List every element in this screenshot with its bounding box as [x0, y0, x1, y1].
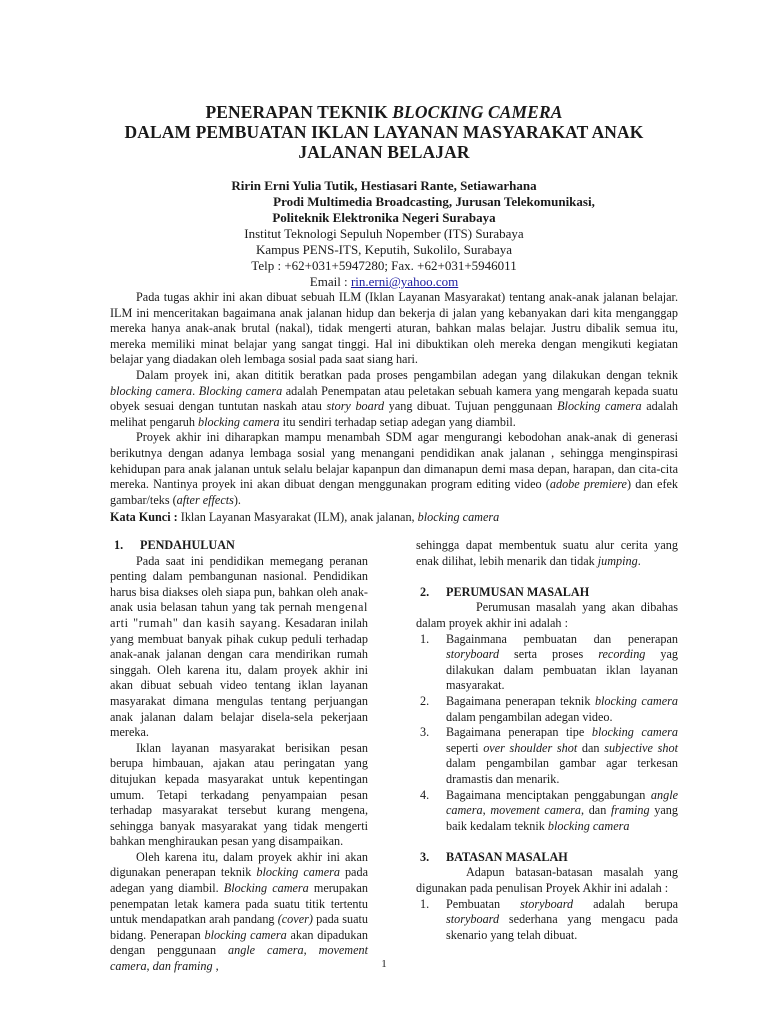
intro-paragraph-2: Iklan layanan masyarakat berisikan pesan berupa himbauan, ajakan atau peringatan yang ditujukan kepada masyarakat untuk kepentingan umum. Tetapi terkadang penyampaian pesan terhadap masyarakat tersebut kurang mengena, sehingga banyak masyarakat yang tidak mengerti bahkan menghiraukan pesan yang disampaikan.: [110, 740, 368, 849]
author-phone: Telp : +62+031+5947280; Fax. +62+031+5946011: [251, 258, 517, 273]
title-line-2: DALAM PEMBUATAN IKLAN LAYANAN MASYARAKAT ANAK: [124, 122, 644, 142]
section-heading-scope: 3. BATASAN MASALAH: [420, 849, 568, 864]
page-number: 1: [381, 958, 387, 970]
problem-intro: Perumusan masalah yang akan dibahas dalam proyek akhir ini adalah :: [416, 600, 678, 630]
section-heading-introduction: 1. PENDAHULUAN: [114, 538, 235, 552]
author-campus: Kampus PENS-ITS, Keputih, Sukolilo, Surabaya: [255, 242, 512, 257]
abstract-paragraph-3: Proyek akhir ini diharapkan mampu menambah SDM agar mengurangi kebodohan anak-anak di generasi berikutnya dengan adanya lembaga sosial yang menangani pendidikan anak jalanan , sehingga menginspirasi kehidupan para anak jalanan untuk selalu belajar kapanpun dan dimanapun demi masa depan, harapan, dan cita-cita mereka. Nantinya proyek ini akan dibuat dengan menggunakan program editing video (adobe premiere) dan efek gambar/teks (after effects).: [110, 430, 679, 507]
section-heading-problem-formulation: 2. PERUMUSAN MASALAH: [420, 584, 590, 599]
abstract: [110, 290, 678, 508]
list-item: 4. Bagaimana menciptakan penggabungan angle camera, movement camera, dan framing yang baik kedalam teknik blocking camera: [420, 787, 678, 833]
scope-list: [416, 897, 678, 944]
author-department: Prodi Multimedia Broadcasting, Jurusan Telekomunikasi,: [273, 194, 595, 209]
title-line-1: PENERAPAN TEKNIK BLOCKING CAMERA: [205, 102, 563, 122]
email-link[interactable]: rin.erni@yahoo.com: [350, 274, 459, 289]
list-item: 1. Bagainmana pembuatan dan penerapan storyboard serta proses recording yag dilakukan dalam pembuatan iklan layanan masyarakat.: [420, 631, 678, 693]
keywords: Kata Kunci : Iklan Layanan Masyarakat (ILM), anak jalanan, blocking camera: [110, 510, 500, 524]
list-item: 2. Bagaimana penerapan teknik blocking camera dalam pengambilan adegan video.: [420, 693, 678, 724]
scope-intro: Adapun batasan-batasan masalah yang digunakan pada penulisan Proyek Akhir ini adalah :: [416, 865, 678, 896]
intro-continuation: sehingga dapat membentuk suatu alur cerita yang enak dilihat, lebih menarik dan tidak jumping.: [416, 538, 678, 568]
intro-paragraph-3: Oleh karena itu, dalam proyek akhir ini akan digunakan penerapan teknik blocking camera pada adegan yang diambil. Blocking camera merupakan penempatan letak kamera pada suatu titik tertentu untuk mendapatkan arah pandang (cover) pada suatu bidang. Penerapan blocking camera akan dipadukan dengan penggunaan angle camera, movement camera, dan framing ,: [110, 849, 368, 974]
paper-title: [60, 102, 708, 162]
abstract-paragraph-1: Pada tugas akhir ini akan dibuat sebuah ILM (Iklan Layanan Masyarakat) tentang anak-anak jalanan belajar. ILM ini menceritakan bagaimana anak jalanan hidup dan bekerja di jalan yang kebanyakan dari kita menganggap mereka hanya anak-anak brutal (nakal), tidak mengerti aturan, bahkan malas belajar. Justru dibalik semua itu, mereka memiliki minat belajar yang sangat tinggi. Hal ini dibuktikan oleh mereka dengan mengikuti kegiatan belajar yang diadakan oleh lembaga sosial pada saat siang hari.: [110, 290, 678, 367]
keywords-label: Kata Kunci :: [110, 510, 181, 524]
problem-list: [416, 632, 678, 835]
title-line-3: JALANAN BELAJAR: [298, 142, 470, 162]
author-names: Ririn Erni Yulia Tutik, Hestiasari Rante, Setiawarhana: [231, 178, 537, 193]
author-block: [60, 178, 708, 290]
author-institute: Institut Teknologi Sepuluh Nopember (ITS) Surabaya: [244, 226, 524, 241]
list-item: 1. Pembuatan storyboard adalah berupa storyboard sederhana yang mengacu pada skenario yang telah dibuat.: [420, 896, 679, 942]
left-column: [110, 538, 368, 975]
right-column: [416, 538, 678, 943]
author-email-line: Email : rin.erni@yahoo.com: [309, 274, 459, 289]
intro-paragraph-1: Pada saat ini pendidikan memegang peranan penting dalam pembangunan nasional. Pendidikan harus bisa diakses oleh siapa pun, bahkan oleh anak-anak usia belasan tahun yang tak pernah mengenal arti "rumah" dan kasih sayang. Kesadaran inilah yang membuat banyak pihak cukup peduli terhadap anak-anak jalanan dengan cara mendirikan rumah singgah. Oleh karena itu, dalam proyek akhir ini akan dibuat sebuah video tentang iklan layanan masyarakat dimana mengulas tentang perjuangan anak jalanan dalam belajar disela-sela pekerjaan mereka.: [110, 553, 369, 740]
abstract-paragraph-2: Dalam proyek ini, akan dititik beratkan pada proses pengambilan adegan yang dilakukan dengan teknik blocking camera. Blocking camera adalah Penempatan atau peletakan sebuah kamera yang mengarah kepada suatu obyek sesuai dengan tuntutan naskah atau story board yang dibuat. Tujuan penggunaan Blocking camera adalah melihat pengaruh blocking camera itu sendiri terhadap setiap adegan yang diambil.: [110, 367, 678, 429]
list-item: 3. Bagaimana penerapan tipe blocking camera seperti over shoulder shot dan subjective shot dalam pengambilan gambar agar terkesan dramastis dan menarik.: [420, 725, 678, 786]
author-school: Politeknik Elektronika Negeri Surabaya: [272, 210, 496, 225]
